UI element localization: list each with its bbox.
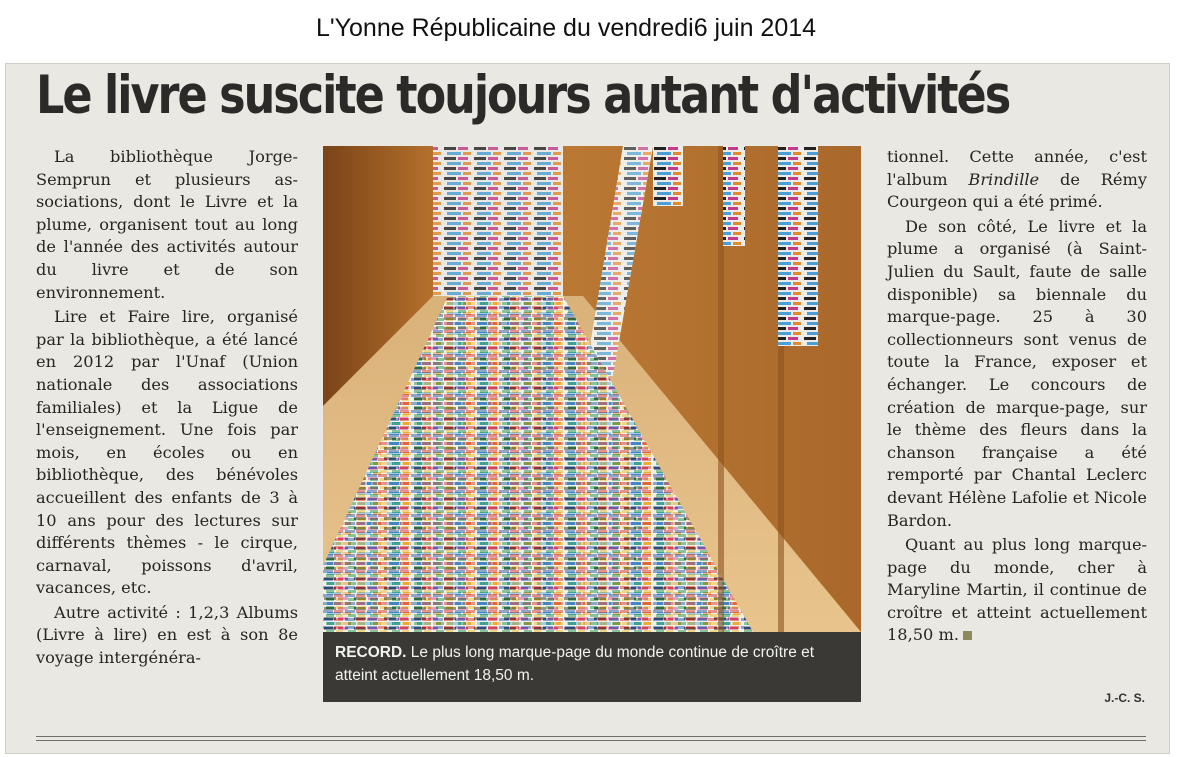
caption-text: Le plus long marque-page du monde continue de croître et atteint actuellement 18,50 m.	[335, 644, 815, 684]
text-run: tionnel. Cette année, c'est l'album	[887, 147, 1147, 189]
text-run: Quant au plus long marque-page du monde, cher à Maryline Martin, il continue de croître et atteint actuellement 18,50 m.	[887, 535, 1147, 645]
album-title: Brindille	[968, 169, 1040, 189]
divider	[36, 740, 1146, 741]
bookmark-photo	[323, 146, 861, 632]
paragraph	[887, 146, 1147, 214]
paragraph: Autre activité : 1,2,3 Albums (Livre à lire) en est à son 8e voyage intergénéra-	[36, 602, 298, 668]
end-of-article-mark	[963, 631, 972, 640]
byline: J.-C. S.	[1104, 691, 1145, 705]
article-column-left	[36, 146, 298, 670]
text-run: de Rémy Courgeon qui a été primé.	[887, 169, 1147, 212]
paragraph: Lire et Faire lire, organisé par la bibliothèque, a été lancé en 2012 par l'Unaf (Union nationale des associations familiales) et la Ligue de l'enseignement. Une fois par mois, en écoles ou en bibliothèque, des bénévoles accueillent des enfants de 3 à 10 ans pour des lectures sur différents thèmes - le cirque, carnaval, poissons d'avril, vacances, etc.	[36, 307, 298, 598]
caption-lead: RECORD.	[335, 644, 407, 661]
photo-caption	[323, 632, 861, 702]
article-column-right	[887, 146, 1147, 647]
newspaper-clipping	[5, 63, 1170, 754]
article-headline: Le livre suscite toujours autant d'activités	[36, 65, 1010, 126]
source-caption: L'Yonne Républicaine du vendredi6 juin 2014	[315, 14, 817, 42]
corridor-image	[323, 146, 861, 632]
paragraph: De son côté, Le livre et la plume a organisé (à Saint-Julien du Sault, faute de salle disponible) sa biennale du marque-page. 25 à 30 collectionneurs sont venus de toute la France, exposer et échanger. Le concours de création de marque-page, sur le thème des fleurs dans la chanson française a été remporté par Chantal Leclerc devant Hélène Lafolie et Nicole Bardon.	[887, 216, 1147, 530]
paragraph: La bibliothèque Jorge-Semprun et plusieurs associations, dont le Livre et la plume, organisent tout au long de l'année des activités autour du livre et de son environnement.	[36, 147, 298, 302]
divider	[36, 736, 1146, 737]
paragraph	[887, 534, 1147, 647]
